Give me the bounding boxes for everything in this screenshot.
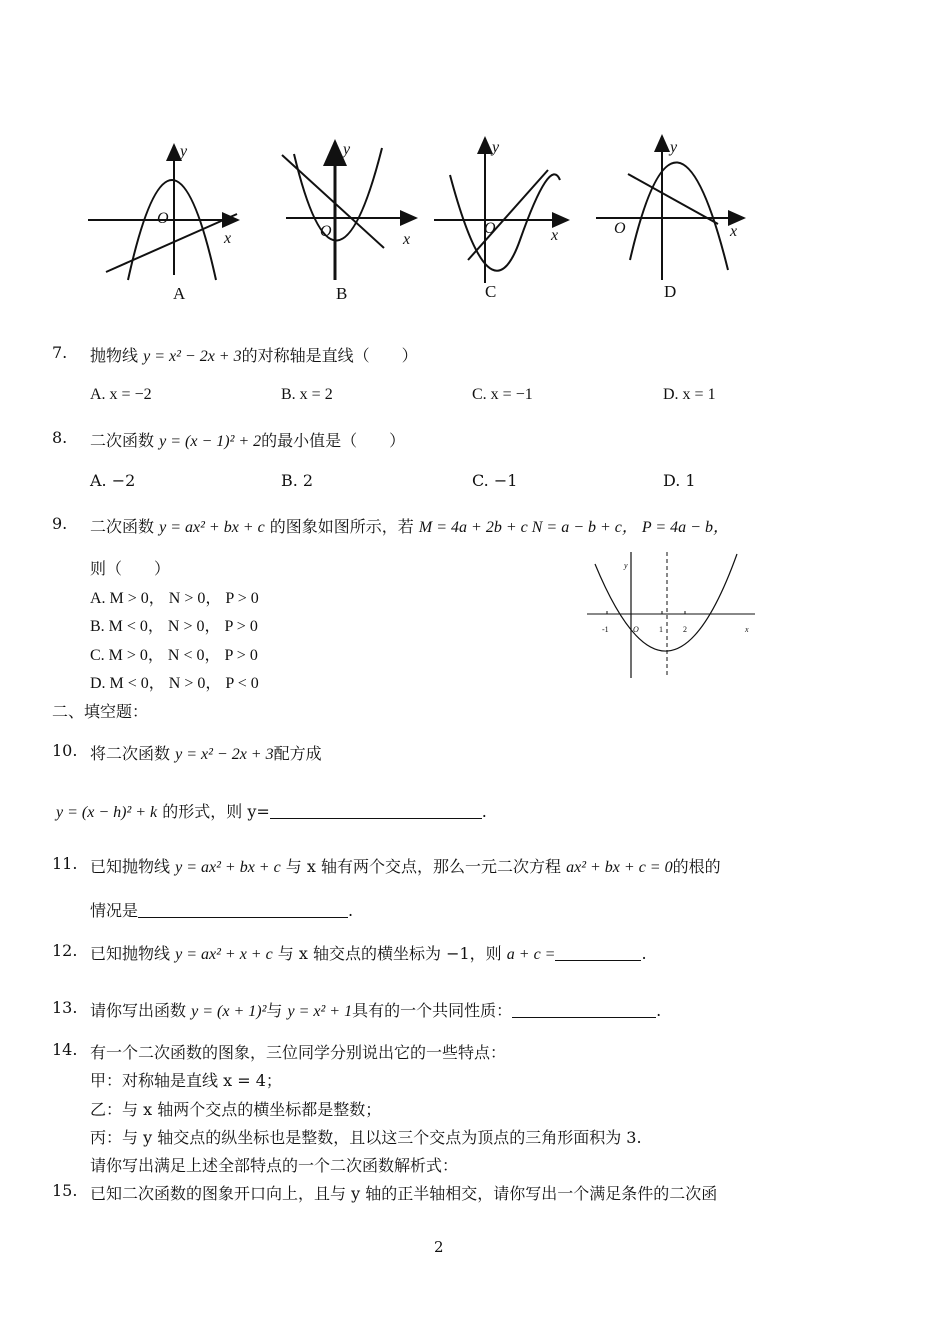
tick-label: 1 bbox=[659, 625, 663, 634]
question-number: 9. bbox=[52, 514, 68, 533]
axis-y-label-b: y bbox=[343, 141, 351, 158]
question-text: 与 x 轴交点的横坐标为 −1，则 bbox=[277, 944, 502, 963]
question-text: 有一个二次函数的图象，三位同学分别说出它的一些特点： bbox=[90, 1043, 507, 1062]
option-c[interactable]: C. −1 bbox=[472, 471, 518, 490]
statement-yi: 乙：与 x 轴两个交点的横坐标都是整数； bbox=[90, 1100, 382, 1119]
axis-x-label-c: x bbox=[551, 227, 559, 244]
option-c[interactable]: C. M > 0， N < 0， P > 0 bbox=[90, 647, 258, 664]
question-text: 请你写出函数 bbox=[90, 1001, 187, 1020]
origin-label: O bbox=[633, 625, 639, 634]
answer-blank[interactable] bbox=[512, 1003, 656, 1018]
tick-label: 2 bbox=[683, 625, 687, 634]
question-text: . bbox=[641, 944, 647, 963]
equation: a + c = bbox=[506, 946, 556, 963]
axis-y-label-a: y bbox=[180, 143, 188, 160]
graph-label-d: D bbox=[664, 282, 677, 301]
equation: y = x² − 2x + 3 bbox=[175, 746, 274, 763]
axis-x-label: x bbox=[745, 625, 749, 634]
option-c[interactable]: C. x = −1 bbox=[472, 386, 533, 403]
question-text: 已知抛物线 bbox=[90, 857, 171, 876]
option-b[interactable]: B. x = 2 bbox=[281, 386, 333, 403]
origin-label-a: O bbox=[157, 210, 169, 227]
question-text: 请你写出满足上述全部特点的一个二次函数解析式： bbox=[90, 1156, 459, 1175]
answer-graphs bbox=[0, 120, 950, 310]
statement-jia: 甲：对称轴是直线 x = 4； bbox=[90, 1071, 282, 1090]
option-a[interactable]: A. x = −2 bbox=[90, 386, 152, 403]
question-text: 二次函数 bbox=[90, 517, 155, 536]
question-text: 二次函数 bbox=[90, 431, 155, 450]
question-number: 8. bbox=[52, 428, 68, 447]
question-text: 情况是 bbox=[90, 901, 139, 920]
answer-blank[interactable] bbox=[270, 804, 482, 819]
question-text: . bbox=[481, 802, 487, 821]
condition: M = 4a + 2b + c N = a − b + c， P = 4a − b， bbox=[418, 519, 729, 536]
graph-d bbox=[596, 136, 744, 280]
question-text: . bbox=[348, 901, 354, 920]
question-text: 的图象如图所示，若 bbox=[269, 517, 414, 536]
question-text: 配方成 bbox=[273, 744, 322, 763]
equation: y = (x + 1)² bbox=[191, 1003, 267, 1020]
question-number: 14. bbox=[52, 1040, 78, 1059]
axis-y-label: y bbox=[624, 561, 628, 570]
option-d[interactable]: D. 1 bbox=[663, 471, 696, 490]
equation: y = (x − 1)² + 2 bbox=[159, 433, 262, 450]
origin-label-b: O bbox=[320, 223, 332, 240]
option-b[interactable]: B. M < 0， N > 0， P > 0 bbox=[90, 618, 258, 635]
answer-blank[interactable] bbox=[138, 903, 348, 918]
graph-label-b: B bbox=[336, 284, 348, 303]
option-b[interactable]: B. 2 bbox=[281, 471, 314, 490]
equation: y = ax² + bx + c bbox=[175, 859, 281, 876]
question-number: 13. bbox=[52, 998, 78, 1017]
equation: y = x² − 2x + 3 bbox=[143, 348, 242, 365]
origin-label-c: O bbox=[484, 220, 496, 237]
option-d[interactable]: D. x = 1 bbox=[663, 386, 716, 403]
equation: y = (x − h)² + k bbox=[56, 804, 158, 821]
question-text: 的对称轴是直线（ ） bbox=[241, 346, 418, 365]
option-a[interactable]: A. M > 0， N > 0， P > 0 bbox=[90, 590, 259, 607]
question-text: 将二次函数 bbox=[90, 744, 171, 763]
option-a[interactable]: A. −2 bbox=[90, 471, 136, 490]
question-10-line-2 bbox=[56, 799, 487, 822]
origin-label-d: O bbox=[614, 220, 626, 237]
question-number: 11. bbox=[52, 854, 78, 873]
equation: y = x² + 1 bbox=[287, 1003, 353, 1020]
equation: ax² + bx + c = 0 bbox=[566, 859, 673, 876]
axis-x-label-b: x bbox=[403, 231, 411, 248]
question-text: 与 x 轴有两个交点，那么一元二次方程 bbox=[285, 857, 561, 876]
question-11-line-2 bbox=[90, 898, 353, 921]
question-text: 抛物线 bbox=[90, 346, 139, 365]
equation: y = ax² + bx + c bbox=[159, 519, 265, 536]
question-text: 已知二次函数的图象开口向上，且与 y 轴的正半轴相交，请你写出一个满足条件的二次函 bbox=[90, 1184, 718, 1203]
question-text: 的形式，则 y= bbox=[157, 802, 270, 821]
graph-c bbox=[434, 138, 568, 283]
option-d[interactable]: D. M < 0， N > 0， P < 0 bbox=[90, 675, 259, 692]
question-text: . bbox=[656, 1001, 662, 1020]
page-number: 2 bbox=[434, 1238, 444, 1256]
axis-x-label-d: x bbox=[730, 223, 738, 240]
graph-label-a: A bbox=[173, 284, 186, 303]
question-text: 的最小值是（ ） bbox=[261, 431, 406, 450]
question-text: 的根的 bbox=[672, 857, 721, 876]
question-text: 具有的一个共同性质： bbox=[352, 1001, 513, 1020]
question-text: 已知抛物线 bbox=[90, 944, 171, 963]
question-number: 12. bbox=[52, 941, 78, 960]
question-number: 10. bbox=[52, 741, 78, 760]
tick-label: -1 bbox=[602, 625, 609, 634]
axis-x-label-a: x bbox=[224, 230, 232, 247]
answer-blank[interactable] bbox=[555, 946, 641, 961]
question-number: 7. bbox=[52, 343, 68, 362]
question-9-graph bbox=[585, 548, 760, 680]
graph-b bbox=[282, 142, 416, 280]
statement-bing: 丙：与 y 轴交点的纵坐标也是整数，且以这三个交点为顶点的三角形面积为 3. bbox=[90, 1128, 642, 1147]
axis-y-label-d: y bbox=[670, 139, 678, 156]
question-ask: 则（ ） bbox=[90, 559, 171, 578]
axis-y-label-c: y bbox=[492, 139, 500, 156]
equation: y = ax² + x + c bbox=[175, 946, 273, 963]
graph-label-c: C bbox=[485, 282, 497, 301]
question-text: 与 bbox=[266, 1001, 283, 1020]
question-number: 15. bbox=[52, 1181, 78, 1200]
section-heading: 二、填空题： bbox=[52, 702, 149, 721]
